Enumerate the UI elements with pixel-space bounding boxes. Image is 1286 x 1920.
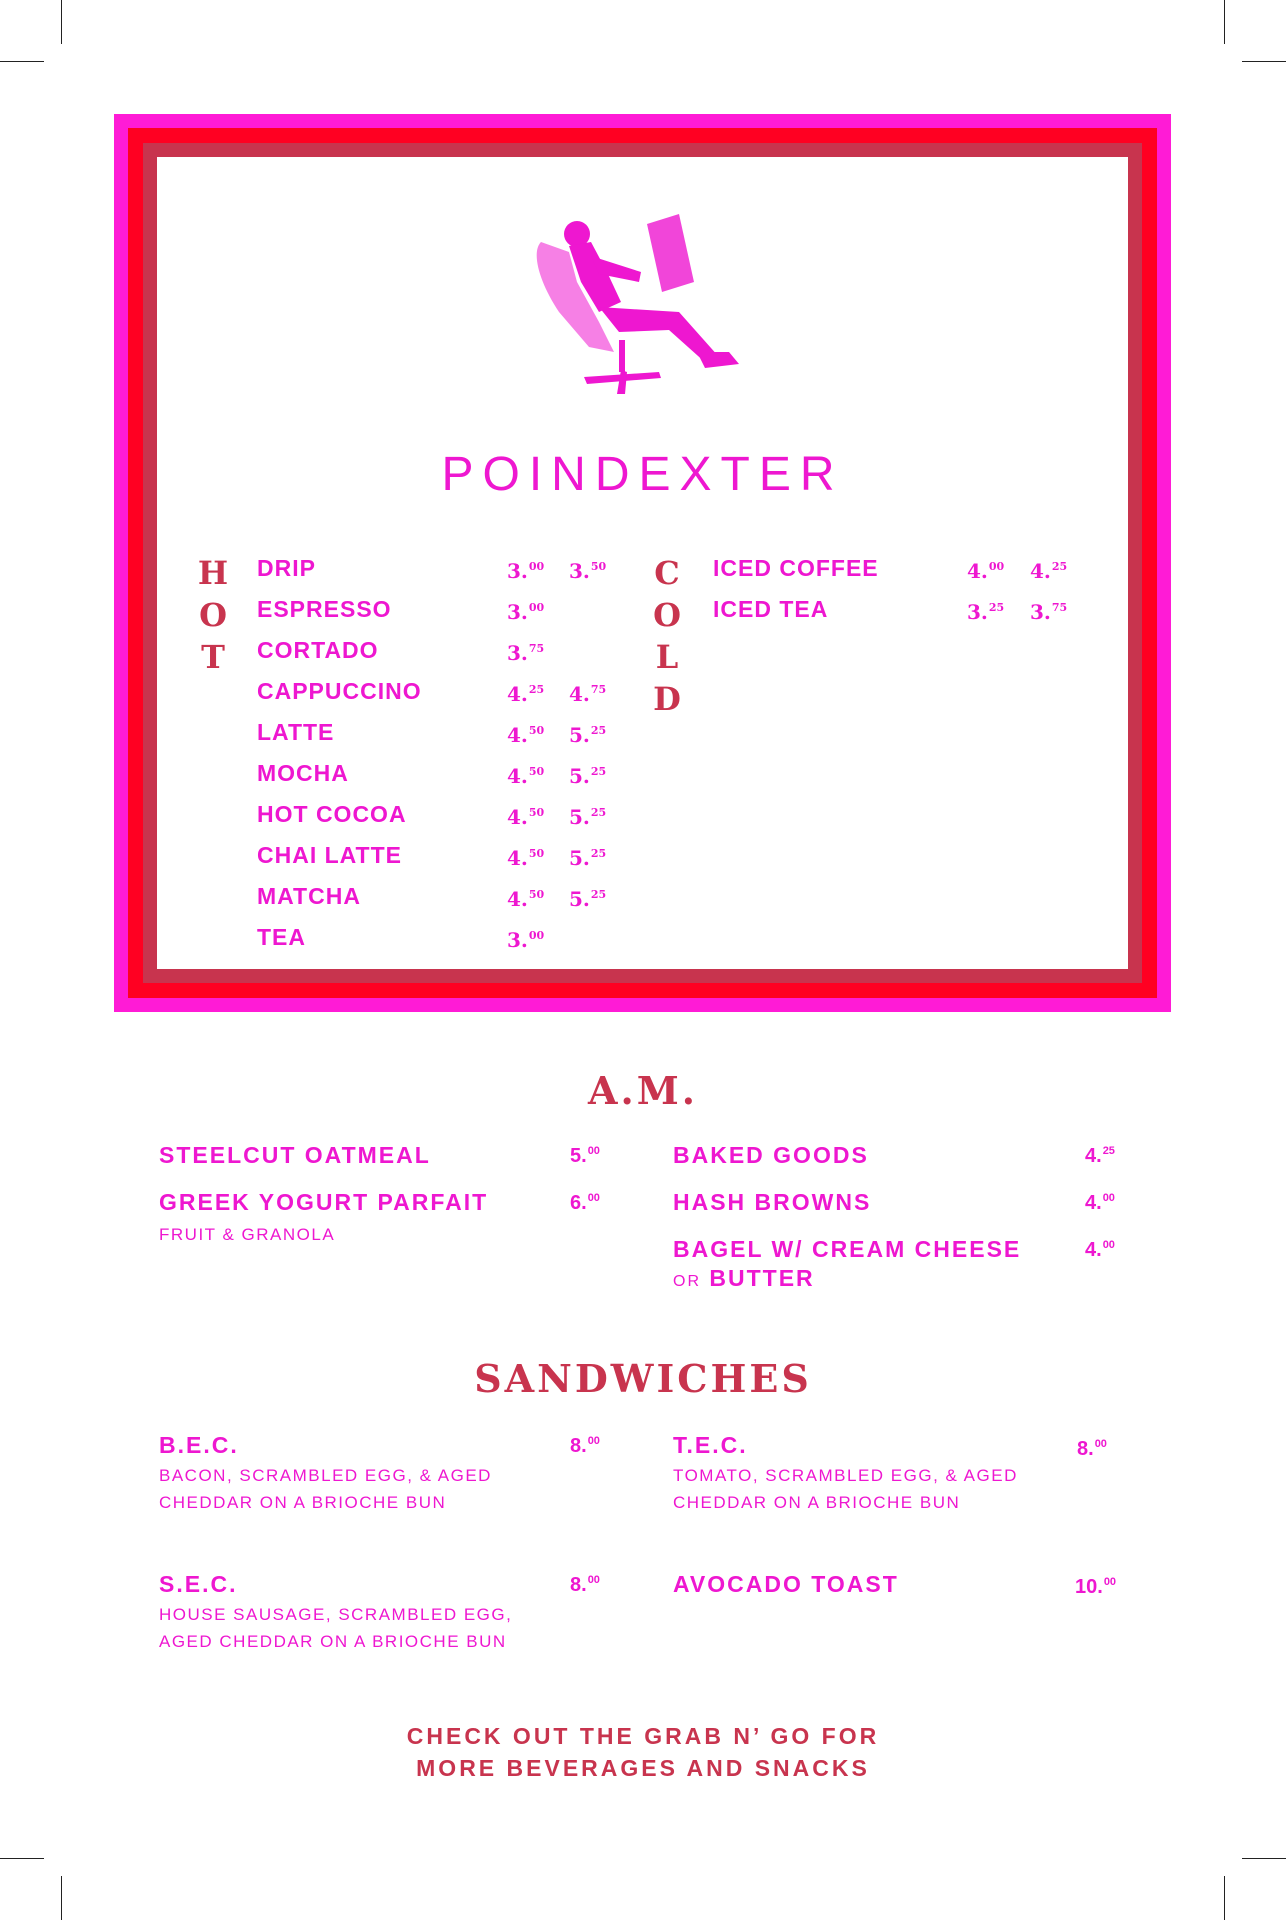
crop-mark (61, 1876, 62, 1920)
price-cents: 75 (1051, 601, 1068, 614)
price-cents: 00 (1103, 1576, 1117, 1588)
drink-price (967, 559, 1004, 583)
description-line: CHEDDAR ON A BRIOCHE BUN (159, 1493, 447, 1512)
drink-name: LATTE (257, 719, 335, 745)
sandwiches-section-title: SANDWICHES (474, 1356, 812, 1401)
price-cents: 00 (587, 1145, 600, 1157)
footer-line: CHECK OUT THE GRAB N’ GO FOR (406, 1723, 880, 1749)
am-item-name: BAKED GOODS (673, 1142, 869, 1168)
drink-price (507, 723, 544, 747)
price-whole: 5. (569, 723, 590, 747)
am-item-name: GREEK YOGURT PARFAIT (159, 1189, 489, 1215)
footer-note (0, 1720, 1286, 1784)
price-cents: 25 (590, 847, 607, 860)
footer-line: MORE BEVERAGES AND SNACKS (416, 1755, 870, 1781)
price-whole: 4. (507, 723, 528, 747)
drink-name: HOT COCOA (257, 801, 407, 827)
drink-name: CAPPUCCINO (257, 678, 422, 704)
drink-board (157, 157, 1128, 969)
price-cents: 25 (528, 683, 545, 696)
price-cents: 75 (528, 642, 545, 655)
drink-price (1030, 600, 1067, 624)
vertical-label-letter: C (654, 554, 680, 592)
crop-mark (1224, 1876, 1225, 1920)
drink-price (507, 682, 544, 706)
drink-name: ESPRESSO (257, 596, 392, 622)
price-whole: 3. (1030, 600, 1051, 624)
drink-price (1030, 559, 1067, 583)
drink-price (569, 887, 606, 911)
drink-name: CORTADO (257, 637, 379, 663)
drink-board-frame (114, 114, 1171, 1012)
price-cents: 25 (1051, 560, 1068, 573)
crop-mark (0, 61, 44, 62)
sandwich-name: B.E.C. (159, 1432, 239, 1458)
drink-price (507, 764, 544, 788)
am-section-title: A.M. (587, 1068, 698, 1113)
drink-price (507, 559, 544, 583)
option-name: BUTTER (709, 1265, 815, 1291)
price-whole: 4. (507, 682, 528, 706)
price-cents: 50 (528, 724, 545, 737)
am-item-option (673, 1265, 815, 1292)
crop-mark (61, 0, 62, 44)
drink-price (569, 846, 606, 870)
price-cents: 00 (587, 1192, 600, 1204)
price-whole: 5. (569, 764, 590, 788)
price-cents: 00 (1094, 1438, 1107, 1450)
drink-price (507, 805, 544, 829)
price-whole: 8. (570, 1574, 587, 1596)
drink-price (569, 682, 606, 706)
price-whole: 5. (570, 1145, 587, 1167)
price-whole: 8. (1077, 1438, 1094, 1460)
price-cents: 00 (988, 560, 1005, 573)
sandwich-price (570, 1435, 600, 1458)
price-whole: 4. (507, 764, 528, 788)
price-cents: 00 (587, 1435, 600, 1447)
price-cents: 25 (590, 724, 607, 737)
price-whole: 3. (507, 559, 528, 583)
price-whole: 4. (507, 887, 528, 911)
price-cents: 25 (1102, 1145, 1115, 1157)
price-whole: 4. (1085, 1145, 1102, 1167)
vertical-label-letter: D (653, 680, 681, 718)
price-cents: 00 (587, 1574, 600, 1586)
am-item-name: BAGEL W/ CREAM CHEESE (673, 1236, 1022, 1262)
price-cents: 00 (1102, 1192, 1115, 1204)
am-item-price (570, 1145, 600, 1168)
drink-name: DRIP (257, 555, 316, 581)
frame-brick-border (143, 143, 1142, 983)
price-cents: 25 (590, 765, 607, 778)
drink-name: CHAI LATTE (257, 842, 403, 868)
vertical-label-letter: T (201, 638, 225, 676)
price-cents: 50 (528, 806, 545, 819)
drink-name: ICED COFFEE (713, 555, 879, 581)
drink-price (507, 887, 544, 911)
description-line: CHEDDAR ON A BRIOCHE BUN (673, 1493, 961, 1512)
vertical-label-letter: L (655, 638, 679, 676)
price-whole: 8. (570, 1435, 587, 1457)
sandwich-price (570, 1574, 600, 1597)
price-cents: 50 (528, 847, 545, 860)
am-item-price (1085, 1192, 1115, 1215)
drink-price (569, 559, 606, 583)
am-item-price (570, 1192, 600, 1215)
price-cents: 00 (528, 560, 545, 573)
sandwich-name: AVOCADO TOAST (673, 1571, 899, 1597)
sandwich-description (159, 1462, 492, 1516)
price-whole: 6. (570, 1192, 587, 1214)
price-cents: 00 (528, 929, 545, 942)
price-whole: 3. (507, 641, 528, 665)
am-item-description: FRUIT & GRANOLA (159, 1225, 336, 1244)
price-cents: 50 (590, 560, 607, 573)
sandwich-description (673, 1462, 1018, 1516)
crop-mark (1224, 0, 1225, 44)
frame-red-border (128, 128, 1157, 998)
am-item-name: STEELCUT OATMEAL (159, 1142, 431, 1168)
sandwich-name: T.E.C. (673, 1432, 748, 1458)
vertical-label-letter: H (197, 554, 229, 592)
price-whole: 3. (569, 559, 590, 583)
price-whole: 4. (1030, 559, 1051, 583)
price-whole: 4. (1085, 1239, 1102, 1261)
drink-name: ICED TEA (713, 596, 829, 622)
price-cents: 00 (1102, 1239, 1115, 1251)
price-whole: 4. (569, 682, 590, 706)
or-label: OR (673, 1273, 701, 1290)
price-cents: 25 (590, 888, 607, 901)
description-line: HOUSE SAUSAGE, SCRAMBLED EGG, (159, 1605, 513, 1624)
price-cents: 00 (528, 601, 545, 614)
drink-name: MATCHA (257, 883, 361, 909)
drink-name: TEA (257, 924, 306, 950)
brand-name: POINDEXTER (441, 448, 844, 501)
crop-mark (1242, 1858, 1286, 1859)
description-line: BACON, SCRAMBLED EGG, & AGED (159, 1466, 492, 1485)
price-whole: 10. (1075, 1576, 1103, 1598)
sandwich-name: S.E.C. (159, 1571, 238, 1597)
drink-price (569, 805, 606, 829)
price-cents: 25 (590, 806, 607, 819)
drink-price (507, 600, 544, 624)
man-reading-in-lounge-chair-icon (529, 212, 759, 397)
drink-price (569, 723, 606, 747)
price-whole: 3. (507, 928, 528, 952)
drink-price (507, 641, 544, 665)
price-whole: 3. (507, 600, 528, 624)
am-item-price (1085, 1145, 1115, 1168)
sandwich-price (1077, 1438, 1107, 1461)
price-whole: 4. (507, 846, 528, 870)
price-whole: 4. (1085, 1192, 1102, 1214)
description-line: TOMATO, SCRAMBLED EGG, & AGED (673, 1466, 1018, 1485)
drink-price (507, 928, 544, 952)
price-whole: 4. (507, 805, 528, 829)
drink-name: MOCHA (257, 760, 349, 786)
price-whole: 5. (569, 887, 590, 911)
price-cents: 50 (528, 888, 545, 901)
drink-price (967, 600, 1004, 624)
price-cents: 25 (988, 601, 1005, 614)
price-cents: 50 (528, 765, 545, 778)
sandwich-price (1075, 1576, 1116, 1599)
price-whole: 3. (967, 600, 988, 624)
price-cents: 75 (590, 683, 607, 696)
am-item-price (1085, 1239, 1115, 1262)
vertical-label-letter: O (199, 596, 227, 634)
vertical-label-letter: O (653, 596, 681, 634)
description-line: AGED CHEDDAR ON A BRIOCHE BUN (159, 1632, 507, 1651)
price-whole: 5. (569, 846, 590, 870)
sandwich-description (159, 1601, 512, 1655)
drink-price (569, 764, 606, 788)
price-whole: 5. (569, 805, 590, 829)
crop-mark (0, 1858, 44, 1859)
drink-price (507, 846, 544, 870)
crop-mark (1242, 61, 1286, 62)
price-whole: 4. (967, 559, 988, 583)
am-item-name: HASH BROWNS (673, 1189, 872, 1215)
